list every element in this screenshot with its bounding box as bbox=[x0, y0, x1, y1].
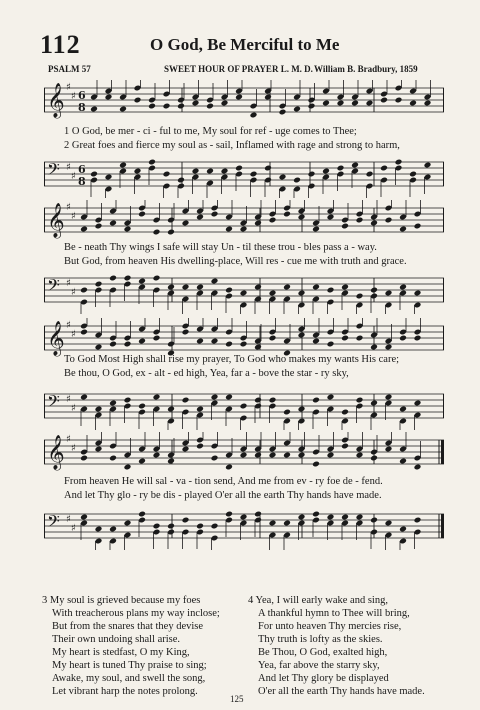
lyric-line: Be thou, O God, ex - alt - ed high, Yea, far a - bove the star - ry sky, bbox=[64, 368, 349, 379]
notehead bbox=[134, 97, 142, 104]
notehead bbox=[385, 290, 393, 297]
notehead bbox=[312, 226, 320, 233]
notehead bbox=[370, 455, 378, 462]
notehead bbox=[283, 520, 291, 527]
notehead bbox=[337, 165, 345, 172]
notehead bbox=[380, 97, 388, 104]
stanza-line: Yea, far above the starry sky, bbox=[258, 660, 380, 671]
psalm-reference: PSALM 57 bbox=[48, 64, 91, 74]
notehead bbox=[196, 214, 204, 221]
page-number: 125 bbox=[230, 694, 244, 704]
sharp-icon: ♯ bbox=[71, 523, 76, 534]
sharp-icon: ♯ bbox=[66, 202, 71, 213]
notehead bbox=[370, 287, 378, 294]
notehead bbox=[269, 520, 277, 527]
notehead bbox=[182, 329, 190, 336]
stanza-line: Let vibrant harp the notes prolong. bbox=[52, 686, 198, 697]
stanza-line: Their own undoing shall arise. bbox=[52, 634, 181, 645]
notehead bbox=[308, 171, 316, 178]
notehead bbox=[95, 281, 103, 288]
notehead bbox=[153, 394, 161, 401]
notehead bbox=[283, 211, 291, 218]
notehead bbox=[182, 284, 190, 291]
notehead bbox=[370, 517, 378, 524]
stanza-line: My heart is tuned Thy praise to sing; bbox=[52, 660, 207, 671]
notehead bbox=[327, 341, 335, 348]
notehead bbox=[395, 97, 403, 104]
notehead bbox=[356, 397, 364, 404]
notehead bbox=[370, 400, 378, 407]
sharp-icon: ♯ bbox=[66, 514, 71, 525]
notehead bbox=[327, 214, 335, 221]
notehead bbox=[95, 344, 103, 351]
notehead bbox=[196, 406, 204, 413]
notehead bbox=[192, 168, 200, 175]
sharp-icon: ♯ bbox=[71, 443, 76, 454]
notehead bbox=[399, 458, 407, 465]
notehead bbox=[80, 455, 88, 462]
notehead bbox=[254, 344, 262, 351]
stanza-line: O'er all the earth Thy hands have made. bbox=[258, 686, 425, 697]
notehead bbox=[124, 226, 132, 233]
notehead bbox=[424, 162, 432, 169]
notehead bbox=[211, 338, 219, 345]
notehead bbox=[312, 338, 320, 345]
sharp-icon: ♯ bbox=[66, 278, 71, 289]
notehead bbox=[298, 406, 306, 413]
lyric-line: 2 Great foes and fierce my soul as - sail, Inflamed with rage and strong to harm, bbox=[64, 140, 400, 151]
notehead bbox=[356, 514, 364, 521]
stanza-line: Thy truth is lofty as the skies. bbox=[258, 634, 383, 645]
notehead bbox=[182, 446, 190, 453]
lyric-line: From heaven He will sal - va - tion send, And me from ev - ry foe de - fend. bbox=[64, 476, 383, 487]
notehead bbox=[414, 290, 422, 297]
notehead bbox=[283, 409, 291, 416]
notehead bbox=[177, 177, 185, 184]
notehead bbox=[293, 106, 301, 113]
notehead bbox=[109, 341, 117, 348]
notehead bbox=[211, 523, 219, 530]
notehead bbox=[341, 284, 349, 291]
sharp-icon: ♯ bbox=[71, 91, 76, 102]
notehead bbox=[337, 100, 345, 107]
notehead bbox=[298, 332, 306, 339]
notehead bbox=[105, 174, 113, 181]
notehead bbox=[211, 278, 219, 285]
notehead bbox=[327, 452, 335, 459]
notehead bbox=[80, 514, 88, 521]
notehead bbox=[138, 338, 146, 345]
notehead bbox=[95, 526, 103, 533]
stanza-line: My heart is stedfast, O my King, bbox=[52, 647, 190, 658]
sharp-icon: ♯ bbox=[66, 82, 71, 93]
notehead bbox=[341, 443, 349, 450]
sharp-icon: ♯ bbox=[66, 162, 71, 173]
bass-staff bbox=[44, 154, 444, 198]
notehead bbox=[80, 329, 88, 336]
notehead bbox=[312, 511, 320, 518]
notehead bbox=[312, 284, 320, 291]
notehead bbox=[119, 162, 127, 169]
notehead bbox=[409, 171, 417, 178]
bass-clef-icon: 𝄢 bbox=[47, 391, 60, 415]
notehead bbox=[153, 335, 161, 342]
notehead bbox=[269, 452, 277, 459]
bass-staff bbox=[44, 270, 444, 314]
notehead bbox=[192, 100, 200, 107]
notehead bbox=[269, 290, 277, 297]
time-signature: 8 bbox=[78, 101, 86, 114]
notehead bbox=[283, 284, 291, 291]
notehead bbox=[109, 220, 117, 227]
notehead bbox=[269, 217, 277, 224]
lyric-line: But God, from heaven His dwelling-place, Will res - cue me with truth and grace. bbox=[64, 256, 407, 267]
notehead bbox=[153, 229, 161, 236]
notehead bbox=[269, 397, 277, 404]
stanza-line: For unto heaven Thy mercies rise, bbox=[258, 621, 402, 632]
tune-name: SWEET HOUR OF PRAYER L. M. D. bbox=[164, 64, 313, 74]
notehead bbox=[167, 458, 175, 465]
treble-staff bbox=[44, 432, 444, 476]
notehead bbox=[235, 165, 243, 172]
notehead bbox=[105, 94, 113, 101]
notehead bbox=[298, 514, 306, 521]
notehead bbox=[356, 335, 364, 342]
notehead bbox=[341, 514, 349, 521]
notehead bbox=[380, 165, 388, 172]
notehead bbox=[370, 344, 378, 351]
notehead bbox=[341, 409, 349, 416]
notehead bbox=[254, 284, 262, 291]
notehead bbox=[124, 275, 132, 282]
bass-clef-icon: 𝄢 bbox=[47, 511, 60, 535]
notehead bbox=[167, 523, 175, 530]
notehead bbox=[225, 394, 233, 401]
notehead bbox=[95, 406, 103, 413]
notehead bbox=[124, 397, 132, 404]
sharp-icon: ♯ bbox=[66, 320, 71, 331]
notehead bbox=[399, 526, 407, 533]
notehead bbox=[163, 103, 171, 110]
notehead bbox=[327, 514, 335, 521]
notehead bbox=[167, 229, 175, 236]
notehead bbox=[153, 275, 161, 282]
notehead bbox=[221, 100, 229, 107]
hymn-number: 112 bbox=[40, 30, 81, 59]
bass-staff bbox=[44, 386, 444, 430]
sharp-icon: ♯ bbox=[66, 434, 71, 445]
notehead bbox=[225, 341, 233, 348]
notehead bbox=[356, 293, 364, 300]
treble-staff bbox=[44, 200, 444, 244]
stanza-line: And let Thy glory be displayed bbox=[258, 673, 389, 684]
notehead bbox=[240, 514, 248, 521]
notehead bbox=[221, 168, 229, 175]
notehead bbox=[177, 103, 185, 110]
notehead bbox=[225, 511, 233, 518]
stanza-4 bbox=[248, 594, 448, 698]
sharp-icon: ♯ bbox=[71, 403, 76, 414]
notehead bbox=[385, 520, 393, 527]
notehead bbox=[119, 106, 127, 113]
notehead bbox=[385, 217, 393, 224]
notehead bbox=[351, 162, 359, 169]
notehead bbox=[225, 226, 233, 233]
notehead bbox=[414, 400, 422, 407]
notehead bbox=[250, 171, 258, 178]
notehead bbox=[211, 211, 219, 218]
notehead bbox=[109, 455, 117, 462]
bass-clef-icon: 𝄢 bbox=[47, 159, 60, 183]
treble-clef-icon: 𝄞 bbox=[47, 203, 65, 238]
stanza-3 bbox=[42, 594, 242, 698]
notehead bbox=[341, 223, 349, 230]
stanza-line: With treacherous plans my way inclose; bbox=[52, 608, 220, 619]
notehead bbox=[225, 464, 233, 471]
notehead bbox=[138, 458, 146, 465]
notehead bbox=[298, 290, 306, 297]
notehead bbox=[182, 517, 190, 524]
stanza-line: Be Thou, O God, exalted high, bbox=[258, 647, 388, 658]
notehead bbox=[109, 400, 117, 407]
hymn-meta bbox=[48, 64, 448, 78]
notehead bbox=[264, 165, 272, 172]
notehead bbox=[109, 526, 117, 533]
notehead bbox=[240, 341, 248, 348]
notehead bbox=[322, 100, 330, 107]
notehead bbox=[153, 452, 161, 459]
treble-staff bbox=[44, 80, 444, 124]
notehead bbox=[424, 100, 432, 107]
notehead bbox=[124, 520, 132, 527]
notehead bbox=[254, 220, 262, 227]
notehead bbox=[134, 168, 142, 175]
notehead bbox=[240, 452, 248, 459]
notehead bbox=[293, 177, 301, 184]
notehead bbox=[279, 174, 287, 181]
notehead bbox=[235, 94, 243, 101]
notehead bbox=[414, 335, 422, 342]
notehead bbox=[196, 443, 204, 450]
notehead bbox=[182, 397, 190, 404]
notehead bbox=[312, 461, 320, 468]
notehead bbox=[90, 171, 98, 178]
notehead bbox=[322, 168, 330, 175]
notehead bbox=[240, 403, 248, 410]
notehead bbox=[356, 452, 364, 459]
stanza-line: 3 My soul is grieved because my foes bbox=[42, 595, 201, 606]
notehead bbox=[138, 278, 146, 285]
stanza-line: 4 Yea, I will early wake and sing, bbox=[248, 595, 388, 606]
notehead bbox=[366, 171, 374, 178]
notehead bbox=[196, 338, 204, 345]
notehead bbox=[211, 455, 219, 462]
notehead bbox=[196, 284, 204, 291]
notehead bbox=[225, 287, 233, 294]
notehead bbox=[327, 287, 335, 294]
notehead bbox=[351, 100, 359, 107]
notehead bbox=[399, 284, 407, 291]
notehead bbox=[90, 106, 98, 113]
treble-clef-icon: 𝄞 bbox=[47, 321, 65, 356]
time-signature: 8 bbox=[78, 175, 86, 188]
time-signature: 6 bbox=[78, 89, 86, 102]
notehead bbox=[385, 394, 393, 401]
notehead bbox=[206, 103, 214, 110]
notehead bbox=[240, 226, 248, 233]
notehead bbox=[269, 335, 277, 342]
notehead bbox=[298, 452, 306, 459]
notehead bbox=[163, 171, 171, 178]
notehead bbox=[264, 94, 272, 101]
notehead bbox=[167, 406, 175, 413]
notehead bbox=[409, 100, 417, 107]
stanza-line: But from the snares that they devise bbox=[52, 621, 204, 632]
treble-clef-icon: 𝄞 bbox=[47, 83, 65, 118]
stanza-line: Awake, my soul, and swell the song, bbox=[52, 673, 206, 684]
lyric-line: To God Most High shall rise my prayer, To God who makes my wants His care; bbox=[64, 354, 400, 365]
notehead bbox=[124, 464, 132, 471]
notehead bbox=[182, 220, 190, 227]
notehead bbox=[196, 523, 204, 530]
lyric-line: 1 O God, be mer - ci - ful to me, My soul for ref - uge comes to Thee; bbox=[64, 126, 357, 137]
notehead bbox=[254, 397, 262, 404]
lyric-line: Be - neath Thy wings I safe will stay Un - til these trou - bles pass a - way. bbox=[64, 242, 377, 253]
time-signature: 6 bbox=[78, 163, 86, 176]
notehead bbox=[308, 103, 316, 110]
bass-staff bbox=[44, 506, 444, 550]
notehead bbox=[240, 290, 248, 297]
notehead bbox=[298, 214, 306, 221]
notehead bbox=[399, 226, 407, 233]
notehead bbox=[312, 397, 320, 404]
notehead bbox=[366, 100, 374, 107]
notehead bbox=[414, 517, 422, 524]
notehead bbox=[399, 335, 407, 342]
bass-clef-icon: 𝄢 bbox=[47, 275, 60, 299]
notehead bbox=[148, 159, 156, 166]
sharp-icon: ♯ bbox=[66, 394, 71, 405]
notehead bbox=[80, 394, 88, 401]
notehead bbox=[385, 446, 393, 453]
notehead bbox=[356, 217, 364, 224]
notehead bbox=[80, 287, 88, 294]
composer-credit: William B. Bradbury, 1859 bbox=[314, 64, 418, 74]
lyric-line: And let Thy glo - ry be dis - played O'er all the earth Thy hands have made. bbox=[64, 490, 382, 501]
notehead bbox=[327, 394, 335, 401]
notehead bbox=[254, 452, 262, 459]
hymn-title: O God, Be Merciful to Me bbox=[150, 35, 340, 54]
stanza-line: A thankful hymn to Thee will bring, bbox=[258, 608, 410, 619]
notehead bbox=[279, 109, 287, 116]
notehead bbox=[283, 452, 291, 459]
notehead bbox=[250, 112, 258, 119]
notehead bbox=[414, 464, 422, 471]
notehead bbox=[206, 168, 214, 175]
notehead bbox=[385, 344, 393, 351]
notehead bbox=[414, 223, 422, 230]
notehead bbox=[370, 220, 378, 227]
notehead bbox=[254, 511, 262, 518]
notehead bbox=[95, 446, 103, 453]
notehead bbox=[399, 406, 407, 413]
notehead bbox=[138, 511, 146, 518]
notehead bbox=[124, 341, 132, 348]
sharp-icon: ♯ bbox=[71, 211, 76, 222]
notehead bbox=[211, 394, 219, 401]
notehead bbox=[138, 211, 146, 218]
sharp-icon: ♯ bbox=[71, 171, 76, 182]
notehead bbox=[109, 275, 117, 282]
treble-clef-icon: 𝄞 bbox=[47, 435, 65, 470]
notehead bbox=[341, 335, 349, 342]
notehead bbox=[153, 523, 161, 530]
notehead bbox=[80, 226, 88, 233]
sharp-icon: ♯ bbox=[71, 329, 76, 340]
sharp-icon: ♯ bbox=[71, 287, 76, 298]
notehead bbox=[395, 159, 403, 166]
notehead bbox=[95, 223, 103, 230]
notehead bbox=[148, 103, 156, 110]
notehead bbox=[167, 284, 175, 291]
notehead bbox=[138, 403, 146, 410]
